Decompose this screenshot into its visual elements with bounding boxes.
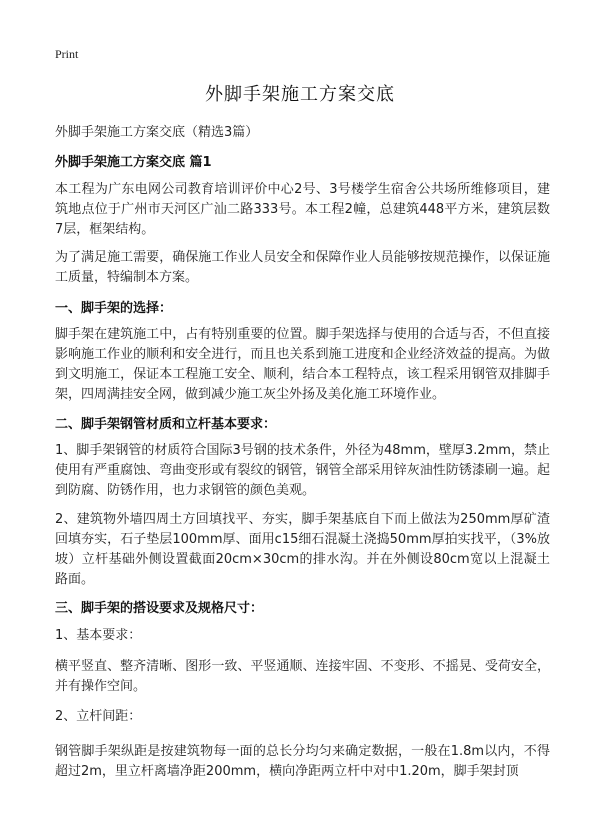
basic-requirements-title: 1、基本要求： [55, 628, 142, 643]
heading-scaffold-choice: 一、脚手架的选择： [55, 301, 173, 316]
intro-paragraph-2: 为了满足施工需要，确保施工作业人员安全和保障作业人员能够按规范操作，以保证施工质量，特编制本方案。 [55, 250, 550, 285]
scaffold-choice-paragraph: 脚手架在建筑施工中，占有特别重要的位置。脚手架选择与使用的合适与否，不但直接影响施工作业的顺利和安全进行，而且也关系到施工进度和企业经济效益的提高。为做到文明施工，保证本工程施工安全、顺利，结合本工程特点，该工程采用钢管双排脚手架，四周满挂安全网，做到减少施工灰尘外扬及美化施工环境作业。 [55, 327, 550, 402]
heading-material-requirements: 二、脚手架钢管材质和立杆基本要求： [55, 417, 277, 432]
material-requirement-1: 1、脚手架钢管的材质符合国际3号钢的技术条件，外径为48mm，壁厚3.2mm，禁止使用有严重腐蚀、弯曲变形或有裂纹的钢管，钢管全部采用锌灰油性防锈漆刷一遍。起到防腐、防锈作用，也力求钢管的颜色美观。 [55, 443, 550, 498]
intro-paragraph-1: 本工程为广东电网公司教育培训评价中心2号、3号楼学生宿舍公共场所维修项目，建筑地点位于广州市天河区广汕二路333号。本工程2幢，总建筑448平方米，建筑层数7层，框架结构。 [55, 182, 550, 237]
heading-erection-requirements: 三、脚手架的搭设要求及规格尺寸： [55, 601, 264, 616]
document-subtitle: 外脚手架施工方案交底（精选3篇） [55, 125, 259, 140]
section-title: 外脚手架施工方案交底 篇1 [55, 155, 212, 170]
print-label: Print [55, 47, 79, 61]
material-requirement-2: 2、建筑物外墙四周土方回填找平、夯实，脚手架基底自下而上做法为250mm厚矿渣回填夯实，石子垫层100mm厚、面用c15细石混凝土浇捣50mm厚拍实找平，（3%放坡）立杆基础外侧设置截面20cm×30cm的排水沟。并在外侧设80cm宽以上混凝土路面。 [55, 512, 550, 587]
pole-spacing-text: 钢管脚手架纵距是按建筑物每一面的总长分均匀来确定数据，一般在1.8m以内，不得超过2m，里立杆离墙净距200mm，横向净距两立杆中对中1.20m，脚手架封顶 [55, 744, 550, 779]
document-title: 外脚手架施工方案交底 [205, 84, 395, 105]
pole-spacing-title: 2、立杆间距： [55, 709, 142, 724]
basic-requirements-text: 横平竖直、整齐清晰、图形一致、平竖通顺、连接牢固、不变形、不摇晃、受荷安全，并有操作空间。 [55, 659, 550, 694]
